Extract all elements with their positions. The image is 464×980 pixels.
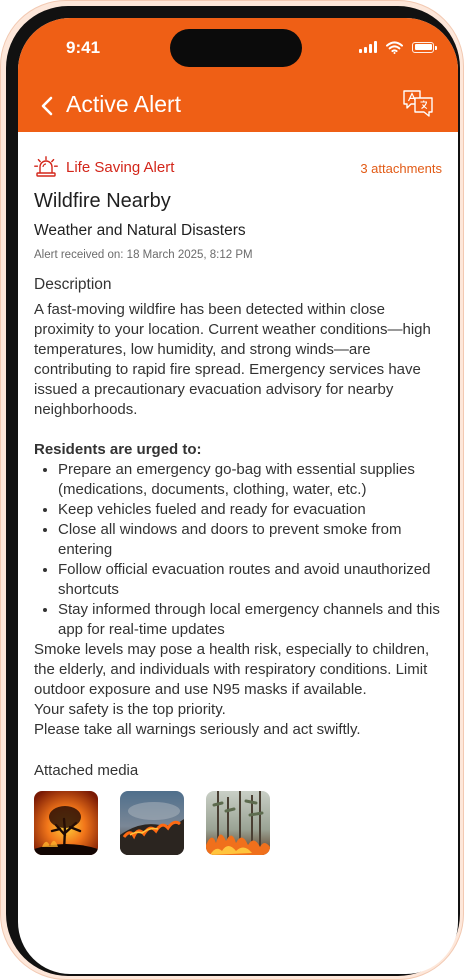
attached-media-row <box>34 791 442 855</box>
media-thumbnail-burning-tree[interactable] <box>34 791 98 855</box>
attached-media-label: Attached media <box>34 762 139 779</box>
alert-type <box>34 156 174 178</box>
list-item: • Follow official evacuation routes and avoid unauthorized shortcuts <box>58 560 442 600</box>
list-item: • Keep vehicles fueled and ready for evacuation <box>58 500 442 520</box>
alert-content <box>34 156 442 855</box>
closing-text-safety: Your safety is the top priority. <box>34 701 226 718</box>
description-label: Description <box>34 276 112 293</box>
translate-icon <box>402 89 434 119</box>
alert-category: Weather and Natural Disasters <box>34 222 246 239</box>
closing-text-warning: Please take all warnings seriously and act swiftly. <box>34 721 361 738</box>
list-item: • Close all windows and doors to prevent smoke from entering <box>58 520 442 560</box>
attachments-link[interactable]: 3 attachments <box>360 161 442 176</box>
media-thumbnail-hillside-fire[interactable] <box>120 791 184 855</box>
alert-title: Wildfire Nearby <box>34 190 171 212</box>
residents-list <box>34 460 442 640</box>
translate-button[interactable] <box>402 89 434 119</box>
wifi-icon <box>386 41 403 54</box>
list-item: • Prepare an emergency go-bag with essential supplies (medications, documents, clothing, water, etc.) <box>58 460 442 500</box>
description-paragraph: A fast-moving wildfire has been detected within close proximity to your location. Current weather conditions—high temperatures, low humidity, and strong winds—are contributing to rapid fire spread. Emergency services have issued a precautionary evacuation advisory for nearby neighborhoods. <box>34 301 431 418</box>
device-frame <box>6 6 460 976</box>
nav-bar <box>18 80 458 132</box>
residents-heading: Residents are urged to: <box>34 441 202 458</box>
signal-icon <box>359 41 377 53</box>
alert-received-time: Alert received on: 18 March 2025, 8:12 PM <box>34 249 253 261</box>
alert-type-label: Life Saving Alert <box>66 158 175 176</box>
battery-icon <box>412 42 434 53</box>
status-bar <box>18 18 458 80</box>
status-icons <box>359 40 434 54</box>
siren-icon <box>34 156 58 178</box>
page-title: Active Alert <box>66 91 182 117</box>
status-time: 9:41 <box>66 38 101 57</box>
back-button[interactable] <box>36 92 62 120</box>
media-thumbnail-forest-fire[interactable] <box>206 791 270 855</box>
screen <box>18 18 458 974</box>
alert-header-row <box>34 156 442 182</box>
back-chevron-icon <box>36 92 62 120</box>
list-item: • Stay informed through local emergency channels and this app for real-time updates <box>58 600 442 640</box>
dynamic-island <box>170 29 302 67</box>
closing-text-health: Smoke levels may pose a health risk, especially to children, the elderly, and individuals with respiratory conditions. Limit outdoor exposure and use N95 masks if available. <box>34 641 430 698</box>
